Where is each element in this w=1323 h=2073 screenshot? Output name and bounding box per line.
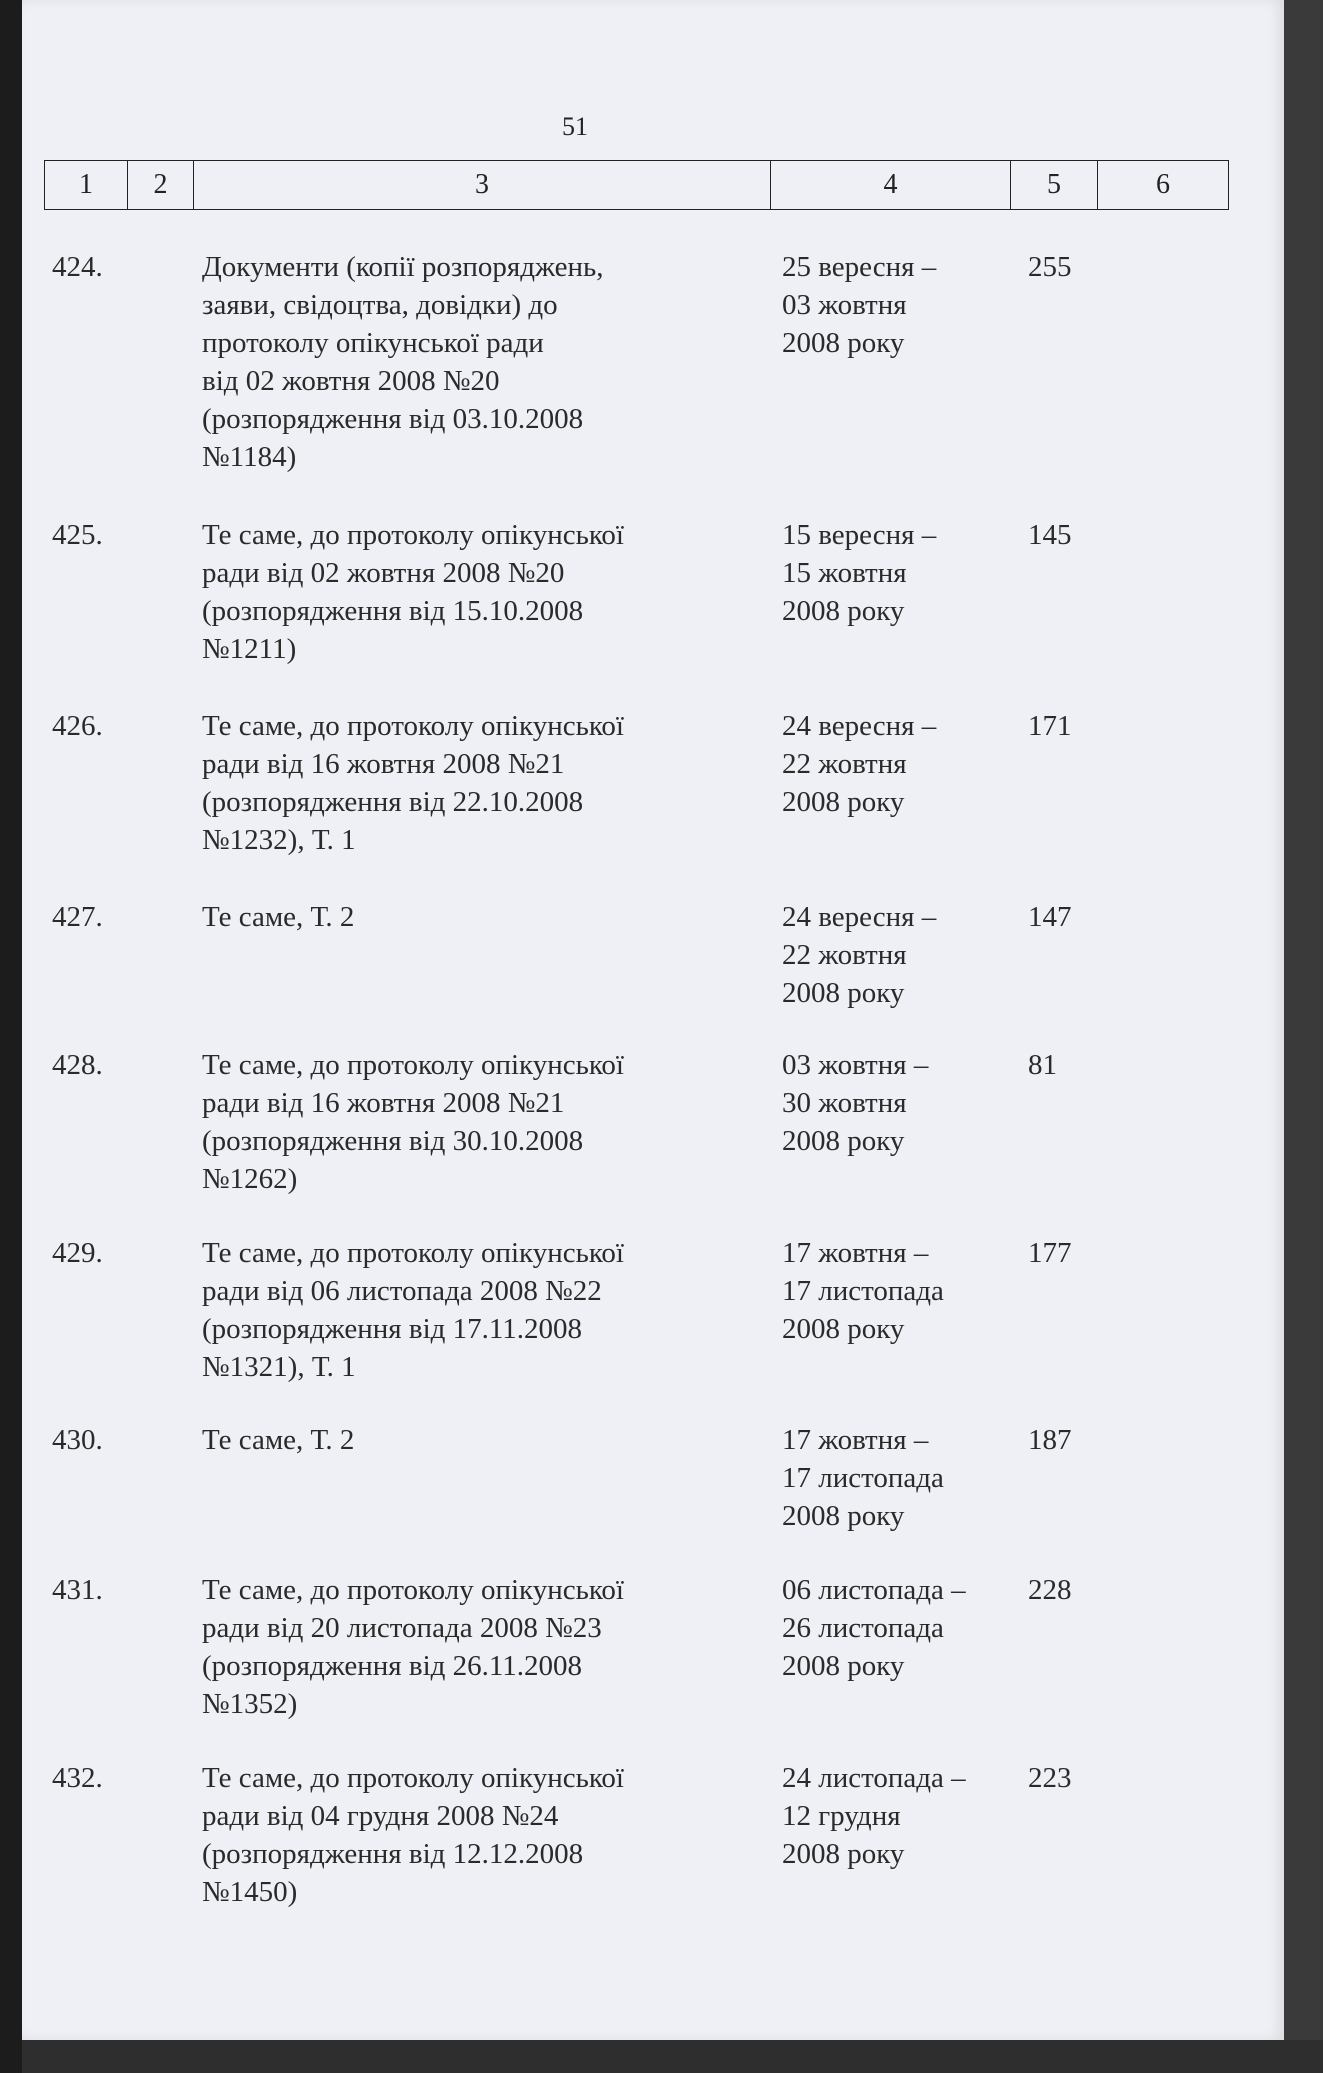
entry-description	[202, 1046, 762, 1198]
description-line: Те саме, до протоколу опікунської	[202, 710, 624, 742]
entry-description	[202, 1234, 762, 1386]
description-line: №1232), Т. 1	[202, 824, 356, 856]
description-line: ради від 02 жовтня 2008 №20	[202, 557, 565, 589]
column-header-1: 1	[45, 161, 128, 209]
entry-dates	[782, 1234, 1002, 1348]
description-line: ради від 06 листопада 2008 №22	[202, 1275, 602, 1307]
date-line: 22 жовтня	[782, 748, 907, 780]
description-line: ради від 16 жовтня 2008 №21	[202, 1087, 565, 1119]
date-line: 24 листопада –	[782, 1762, 966, 1794]
description-line: №1262)	[202, 1163, 298, 1195]
date-line: 17 жовтня –	[782, 1237, 929, 1269]
description-line: протоколу опікунської ради	[202, 327, 544, 359]
description-line: №1450)	[202, 1876, 298, 1908]
description-line: ради від 16 жовтня 2008 №21	[202, 748, 565, 780]
entry-number: 431.	[52, 1574, 103, 1606]
description-line: заяви, свідоцтва, довідки) до	[202, 289, 558, 321]
description-line: Те саме, Т. 2	[202, 901, 355, 933]
column-header-4: 4	[771, 161, 1011, 209]
description-line: Документи (копії розпоряджень,	[202, 251, 604, 283]
entry-number: 428.	[52, 1049, 103, 1081]
description-line: Те саме, Т. 2	[202, 1424, 355, 1456]
column-header-5: 5	[1011, 161, 1098, 209]
description-line: Те саме, до протоколу опікунської	[202, 519, 624, 551]
entry-sheet-count: 147	[1028, 901, 1072, 933]
date-line: 2008 року	[782, 786, 905, 818]
entry-dates	[782, 1421, 1002, 1535]
description-line: №1321), Т. 1	[202, 1351, 356, 1383]
description-line: (розпорядження від 30.10.2008	[202, 1125, 584, 1157]
entry-dates	[782, 1759, 1002, 1873]
entry-number: 429.	[52, 1237, 103, 1269]
entry-sheet-count: 177	[1028, 1237, 1072, 1269]
entry-number: 430.	[52, 1424, 103, 1456]
entry-dates	[782, 1571, 1002, 1685]
date-line: 03 жовтня	[782, 289, 907, 321]
date-line: 2008 року	[782, 1313, 905, 1345]
description-line: (розпорядження від 26.11.2008	[202, 1650, 583, 1682]
description-line: (розпорядження від 17.11.2008	[202, 1313, 583, 1345]
description-line: (розпорядження від 03.10.2008	[202, 403, 584, 435]
book-binding	[0, 0, 22, 2073]
date-line: 24 вересня –	[782, 710, 937, 742]
description-line: ради від 20 листопада 2008 №23	[202, 1612, 602, 1644]
entry-number: 424.	[52, 251, 103, 283]
description-line: №1211)	[202, 633, 297, 665]
entry-sheet-count: 187	[1028, 1424, 1072, 1456]
entry-number: 425.	[52, 519, 103, 551]
entry-dates	[782, 248, 1002, 362]
description-line: (розпорядження від 15.10.2008	[202, 595, 584, 627]
entry-sheet-count: 171	[1028, 710, 1072, 742]
date-line: 17 жовтня –	[782, 1424, 929, 1456]
description-line: Те саме, до протоколу опікунської	[202, 1762, 624, 1794]
entry-number: 432.	[52, 1762, 103, 1794]
description-line: (розпорядження від 22.10.2008	[202, 786, 584, 818]
entry-number: 426.	[52, 710, 103, 742]
description-line: (розпорядження від 12.12.2008	[202, 1838, 584, 1870]
entry-sheet-count: 255	[1028, 251, 1072, 283]
entry-sheet-count: 228	[1028, 1574, 1072, 1606]
description-line: Те саме, до протоколу опікунської	[202, 1237, 624, 1269]
description-line: №1184)	[202, 441, 297, 473]
date-line: 26 листопада	[782, 1612, 944, 1644]
date-line: 12 грудня	[782, 1800, 901, 1832]
entry-sheet-count: 81	[1028, 1049, 1057, 1081]
date-line: 2008 року	[782, 595, 905, 627]
date-line: 17 листопада	[782, 1462, 944, 1494]
description-line: від 02 жовтня 2008 №20	[202, 365, 500, 397]
date-line: 24 вересня –	[782, 901, 937, 933]
date-line: 2008 року	[782, 1125, 905, 1157]
date-line: 30 жовтня	[782, 1087, 907, 1119]
entry-description	[202, 248, 762, 476]
entry-description	[202, 1571, 762, 1723]
column-header-6: 6	[1156, 169, 1170, 200]
document-page	[22, 0, 1284, 2040]
page-number: 51	[562, 112, 588, 141]
scan-bottom-edge	[22, 2040, 1323, 2073]
date-line: 15 жовтня	[782, 557, 907, 589]
entry-number: 427.	[52, 901, 103, 933]
description-line: Те саме, до протоколу опікунської	[202, 1574, 624, 1606]
date-line: 2008 року	[782, 977, 905, 1009]
description-line: №1352)	[202, 1688, 298, 1720]
entry-dates	[782, 1046, 1002, 1160]
entry-description	[202, 898, 762, 936]
date-line: 22 жовтня	[782, 939, 907, 971]
date-line: 2008 року	[782, 1650, 905, 1682]
column-header-3: 3	[194, 161, 771, 209]
entry-sheet-count: 145	[1028, 519, 1072, 551]
entry-dates	[782, 707, 1002, 821]
entry-dates	[782, 898, 1002, 1012]
column-header-table	[44, 160, 1229, 210]
description-line: Те саме, до протоколу опікунської	[202, 1049, 624, 1081]
description-line: ради від 04 грудня 2008 №24	[202, 1800, 559, 1832]
entry-sheet-count: 223	[1028, 1762, 1072, 1794]
date-line: 06 листопада –	[782, 1574, 966, 1606]
date-line: 2008 року	[782, 327, 905, 359]
entry-description	[202, 1759, 762, 1911]
date-line: 2008 року	[782, 1500, 905, 1532]
column-header-2: 2	[128, 161, 194, 209]
date-line: 17 листопада	[782, 1275, 944, 1307]
entry-description	[202, 707, 762, 859]
date-line: 25 вересня –	[782, 251, 937, 283]
entry-description	[202, 1421, 762, 1459]
date-line: 2008 року	[782, 1838, 905, 1870]
date-line: 15 вересня –	[782, 519, 937, 551]
entry-dates	[782, 516, 1002, 630]
entry-description	[202, 516, 762, 668]
date-line: 03 жовтня –	[782, 1049, 929, 1081]
